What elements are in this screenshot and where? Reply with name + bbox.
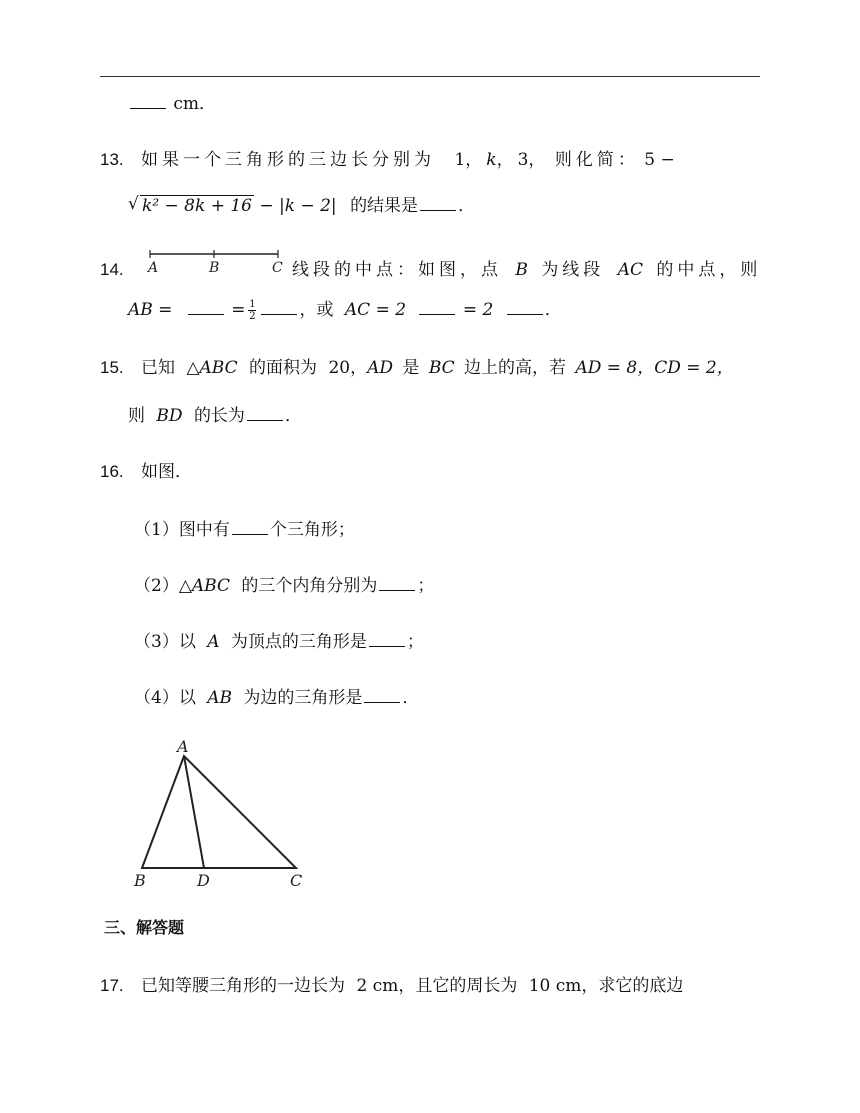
question-14-text [292, 258, 761, 282]
fraction: $\frac{1}{2}$ [249, 299, 256, 322]
question-16-line1: 16. 如图． [100, 462, 193, 482]
vertex-label-A: A [177, 737, 189, 756]
value: 3 [517, 150, 529, 170]
math-var: B [515, 260, 528, 280]
unit-text: cm． [173, 94, 217, 114]
vertex-label-D: D [197, 871, 210, 890]
value: 1 [454, 150, 466, 170]
question-number: 13. [100, 150, 124, 169]
math-expression: − |k − 2| [259, 196, 337, 216]
triangle-figure [128, 734, 318, 892]
math-var: AC [617, 260, 644, 280]
question-text: 则化简： [554, 150, 639, 170]
segment-label-B: B [209, 260, 220, 276]
q16-item-4: （4）以 AB 为边的三角形是 ． [134, 688, 420, 708]
q16-item-2: （2）△ABC 的三个内角分别为 ； [134, 576, 435, 596]
segment-label-C: C [272, 260, 283, 276]
question-14-line1 [100, 258, 124, 282]
question-15-line1: 15. 已知 △ABC 的面积为 20，AD 是 BC 边上的高，若 AD = 8，CD = 2， [100, 358, 734, 378]
question-text: 的中点，则 [656, 260, 762, 280]
answer-blank [247, 404, 283, 421]
question-text: 线段的中点：如图，点 [292, 260, 502, 280]
question-13-line1: 13. 如果一个三角形的三边长分别为 1，k，3， 则化简： 5 − [100, 150, 675, 170]
q16-item-1: （1）图中有 个三角形； [134, 520, 355, 540]
question-number: 17. [100, 976, 124, 995]
segment-label-A: A [148, 260, 159, 276]
math-expression: △ABC [186, 358, 238, 378]
answer-blank [261, 298, 297, 315]
answer-blank [420, 194, 456, 211]
header-rule [100, 76, 760, 77]
value: k [486, 150, 497, 170]
question-text: 如果一个三角形的三边长分别为 [141, 150, 436, 170]
vertex-label-C: C [290, 871, 303, 890]
question-text: ，或 [299, 300, 334, 320]
question-14-line2: AB = = $\frac{1}{2}$ ，或 AC = 2 = 2 ． [128, 299, 562, 322]
answer-blank [379, 574, 415, 591]
question-17-line1: 17. 已知等腰三角形的一边长为 2 cm，且它的周长为 10 cm，求它的底边 [100, 976, 684, 996]
question-text: 为线段 [541, 260, 605, 280]
question-number: 15. [100, 358, 124, 377]
question-text: 的结果是 [350, 196, 419, 216]
answer-blank [188, 298, 224, 315]
segment-figure [146, 248, 286, 276]
answer-blank [507, 298, 543, 315]
math-expression: AB = [128, 300, 173, 320]
answer-blank [419, 298, 455, 315]
answer-blank [232, 518, 268, 535]
top-fragment [128, 92, 216, 116]
question-13-line2: √ k² − 8k + 16 − |k − 2| 的结果是 ． [128, 194, 476, 216]
math-expression: 5 − [644, 150, 675, 170]
sqrt-expression: √ k² − 8k + 16 [128, 194, 252, 216]
math-expression: AC = 2 [344, 300, 407, 320]
q16-item-3: （3）以 A 为顶点的三角形是 ； [134, 632, 424, 652]
vertex-label-B: B [134, 871, 146, 890]
answer-blank [369, 630, 405, 647]
section-title: 三、解答题 [104, 918, 185, 937]
answer-blank [130, 92, 166, 109]
question-number: 16. [100, 462, 124, 481]
question-number: 14. [100, 260, 124, 279]
question-15-line2: 则 BD 的长为 ． [128, 406, 302, 426]
answer-blank [364, 686, 400, 703]
